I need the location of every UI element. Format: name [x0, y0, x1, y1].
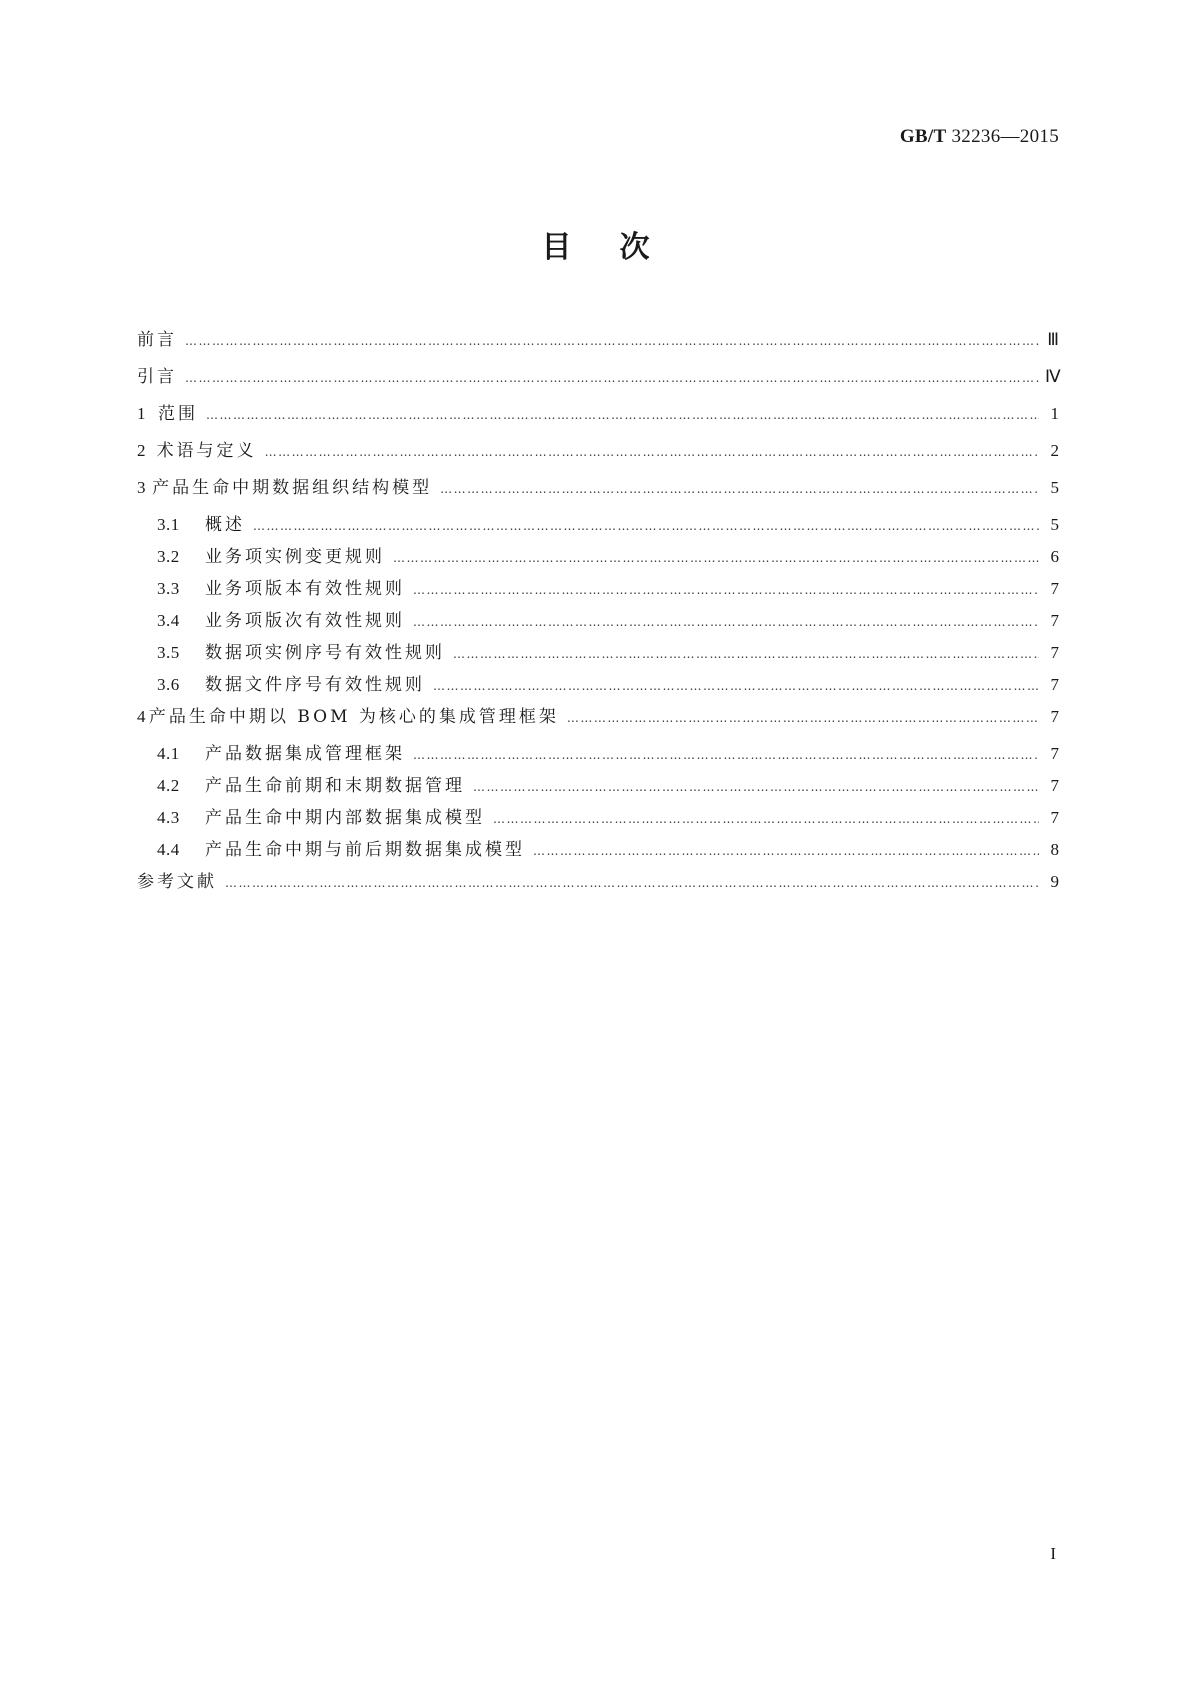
toc-entry[interactable] [137, 574, 1059, 606]
toc-entry-page: 9 [1050, 872, 1059, 891]
toc-dot-leader [185, 334, 1039, 348]
toc-entry[interactable] [137, 835, 1059, 867]
toc-entry-title: 术语与定义 [156, 441, 257, 461]
toc-dot-leader [206, 408, 1039, 422]
toc-entry[interactable] [137, 670, 1059, 702]
toc-entry[interactable] [137, 702, 1059, 739]
standard-code-prefix: GB/T [899, 126, 947, 147]
toc-entry-title: 产品数据集成管理框架 [205, 744, 405, 764]
toc-entry-number: 3.5 [157, 643, 180, 662]
toc-entry-title: 前言 [137, 330, 177, 350]
toc-entry-title: 范围 [158, 404, 199, 424]
toc-entry-number: 3.6 [157, 675, 180, 694]
toc-entry-number: 2 [137, 441, 146, 460]
toc-entry-page: Ⅲ [1047, 330, 1059, 349]
toc-entry-page: 5 [1050, 478, 1059, 497]
toc-entry-page: 7 [1050, 611, 1059, 630]
toc-entry[interactable] [137, 803, 1059, 835]
toc-dot-leader [567, 711, 1039, 725]
toc-entry-page: 6 [1050, 547, 1059, 566]
toc-dot-leader [473, 780, 1039, 794]
toc-entry-number: 3.2 [157, 547, 180, 566]
toc-entry-number: 3 [137, 478, 146, 497]
toc-entry-page: 7 [1050, 808, 1059, 827]
toc-entry[interactable] [137, 867, 1059, 904]
toc-entry-title: 引言 [137, 367, 177, 387]
page-number: I [1050, 1544, 1056, 1563]
page-title: 目次 [541, 230, 698, 265]
standard-code-number: 32236—2015 [951, 126, 1059, 147]
toc-dot-leader [225, 876, 1039, 890]
toc-dot-leader [433, 679, 1039, 693]
toc-entry-number: 1 [137, 404, 146, 423]
toc-entry-number: 4.1 [157, 744, 180, 763]
toc-entry-page: 7 [1050, 776, 1059, 795]
toc-entry-title: 业务项实例变更规则 [205, 547, 385, 567]
toc-entry-number: 3.3 [157, 579, 180, 598]
toc-entry-number: 3.1 [157, 515, 180, 534]
toc-entry[interactable] [137, 399, 1059, 436]
toc-entry-title: 数据项实例序号有效性规则 [205, 643, 445, 663]
toc-entry[interactable] [137, 436, 1059, 473]
toc-dot-leader [413, 583, 1039, 597]
table-of-contents [137, 325, 1059, 904]
toc-entry-title: 产品生命中期与前后期数据集成模型 [205, 840, 525, 860]
toc-entry-page: 7 [1050, 643, 1059, 662]
toc-entry-number: 4.2 [157, 776, 180, 795]
toc-entry[interactable] [137, 510, 1059, 542]
toc-dot-leader [413, 615, 1039, 629]
toc-entry[interactable] [137, 542, 1059, 574]
toc-entry-number: 4.3 [157, 808, 180, 827]
toc-dot-leader [413, 748, 1039, 762]
toc-entry-page: Ⅳ [1045, 367, 1061, 386]
toc-dot-leader [253, 519, 1039, 533]
toc-entry[interactable] [137, 362, 1059, 399]
toc-entry-title: 数据文件序号有效性规则 [205, 675, 425, 695]
toc-entry-title: 产品生命中期内部数据集成模型 [205, 808, 485, 828]
standard-code [900, 126, 1059, 148]
toc-entry-number: 4.4 [157, 840, 180, 859]
toc-entry-title: 产品生命前期和末期数据管理 [205, 776, 465, 796]
toc-entry-number: 3.4 [157, 611, 180, 630]
toc-dot-leader [493, 812, 1039, 826]
toc-dot-leader [440, 482, 1039, 496]
toc-entry-page: 5 [1050, 515, 1059, 534]
toc-dot-leader [393, 551, 1039, 565]
toc-entry-number: 4 [137, 707, 146, 726]
toc-entry-title: 业务项版次有效性规则 [205, 611, 405, 631]
toc-entry-title: 概述 [205, 515, 245, 535]
toc-entry-page: 7 [1050, 707, 1059, 726]
toc-entry[interactable] [137, 771, 1059, 803]
toc-dot-leader [185, 371, 1039, 385]
toc-entry[interactable] [137, 473, 1059, 510]
toc-entry-page: 8 [1050, 840, 1059, 859]
toc-dot-leader [453, 647, 1039, 661]
toc-entry-page: 7 [1050, 744, 1059, 763]
toc-entry[interactable] [137, 638, 1059, 670]
toc-entry-title: 业务项版本有效性规则 [205, 579, 405, 599]
toc-entry-page: 7 [1050, 579, 1059, 598]
toc-dot-leader [533, 844, 1039, 858]
toc-entry-title: 参考文献 [137, 872, 217, 892]
toc-entry[interactable] [137, 606, 1059, 638]
toc-entry[interactable] [137, 739, 1059, 771]
toc-dot-leader [265, 445, 1039, 459]
toc-entry[interactable] [137, 325, 1059, 362]
toc-entry-page: 1 [1050, 404, 1059, 423]
toc-entry-title: 产品生命中期以 BOM 为核心的集成管理框架 [148, 707, 559, 727]
toc-entry-title: 产品生命中期数据组织结构模型 [152, 478, 433, 498]
toc-entry-page: 7 [1050, 675, 1059, 694]
toc-entry-page: 2 [1050, 441, 1059, 460]
